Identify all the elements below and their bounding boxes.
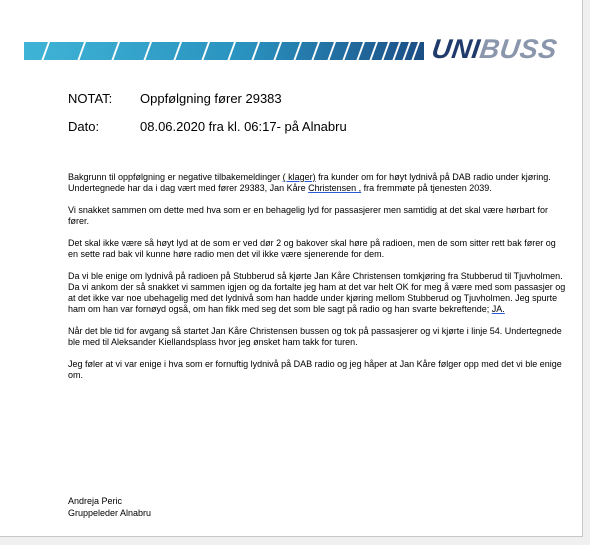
viewer-background-right xyxy=(583,0,590,537)
paragraph-conversation: Vi snakket sammen om dette med hva som er en behagelig lyd for passasjerer men samtidig at det skal være hørbart for fører. xyxy=(68,205,549,226)
underlined-word: Christensen , xyxy=(308,183,362,193)
paragraph-text: fra kunder om for høyt lydnivå på DAB radio under kjøring. xyxy=(315,172,551,182)
paragraph-text: Bakgrunn til oppfølgning er negative tilbakemeldinger xyxy=(68,172,283,182)
paragraph-conclusion: Jeg føler at vi var enige i hva som er fornuftig lydnivå på DAB radio og jeg håper at Jan Kåre følger opp med det vi ble enige om. xyxy=(68,359,562,380)
logo-uni: UNI xyxy=(429,34,483,64)
memo-body xyxy=(68,172,568,392)
signature-name: Andreja Peric xyxy=(68,496,123,506)
notat-label: NOTAT: xyxy=(68,91,113,106)
signature-block xyxy=(68,496,151,519)
logo-stripe-band xyxy=(24,42,424,60)
underlined-word: ( klager) xyxy=(282,172,316,182)
notat-value: Oppfølgning fører 29383 xyxy=(140,91,282,106)
dato-label: Dato: xyxy=(68,119,100,134)
paragraph-test-drive xyxy=(68,271,568,315)
signature-title: Gruppeleder Alnabru xyxy=(68,507,152,518)
logo-buss: BUSS xyxy=(477,34,560,64)
viewer-background-bottom xyxy=(0,537,590,545)
dato-value: 08.06.2020 fra kl. 06:17- på Alnabru xyxy=(140,119,347,134)
paragraph-volume-level: Det skal ikke være så høyt lyd at de som er ved dør 2 og bakover skal høre på radioen, men de som sitter rett bak fører og en sette rad bak vil kunne høre radio men det vil ikke være sjenerende for dem. xyxy=(68,238,556,259)
paragraph-text: Da vi ble enige om lydnivå på radioen på Stubberud så kjørte Jan Kåre Christensen tomkjøring fra Stubberud til Tjuvholmen. Da vi ankom der så snakket vi sammen igjen og da fortalte jeg ham at det var helt OK for meg å være med som passasjer og at det ikke var noe ubehagelig med det lydnivå som han hadde under kjøring mellom Stubberud og Tjuvholmen. Jeg spurte ham om han var fornøyd også, om han fikk med seg det som ble sagt på radio og han svarte bekreftende; xyxy=(68,271,566,314)
paragraph-departure: Når det ble tid for avgang så startet Jan Kåre Christensen bussen og tok på passasjerer og vi kjørte i linje 54. Undertegnede ble med til Aleksander Kiellandsplass hvor jeg ønsket ham takk for turen. xyxy=(68,326,562,347)
paragraph-text: Undertegnede har da i dag vært med fører 29383, Jan Kåre xyxy=(68,183,309,193)
paragraph-text: fra fremmøte på tjenesten 2039. xyxy=(361,183,492,193)
paragraph-background xyxy=(68,172,568,194)
unibuss-logo xyxy=(430,34,559,65)
underlined-word: JA. xyxy=(491,304,505,314)
